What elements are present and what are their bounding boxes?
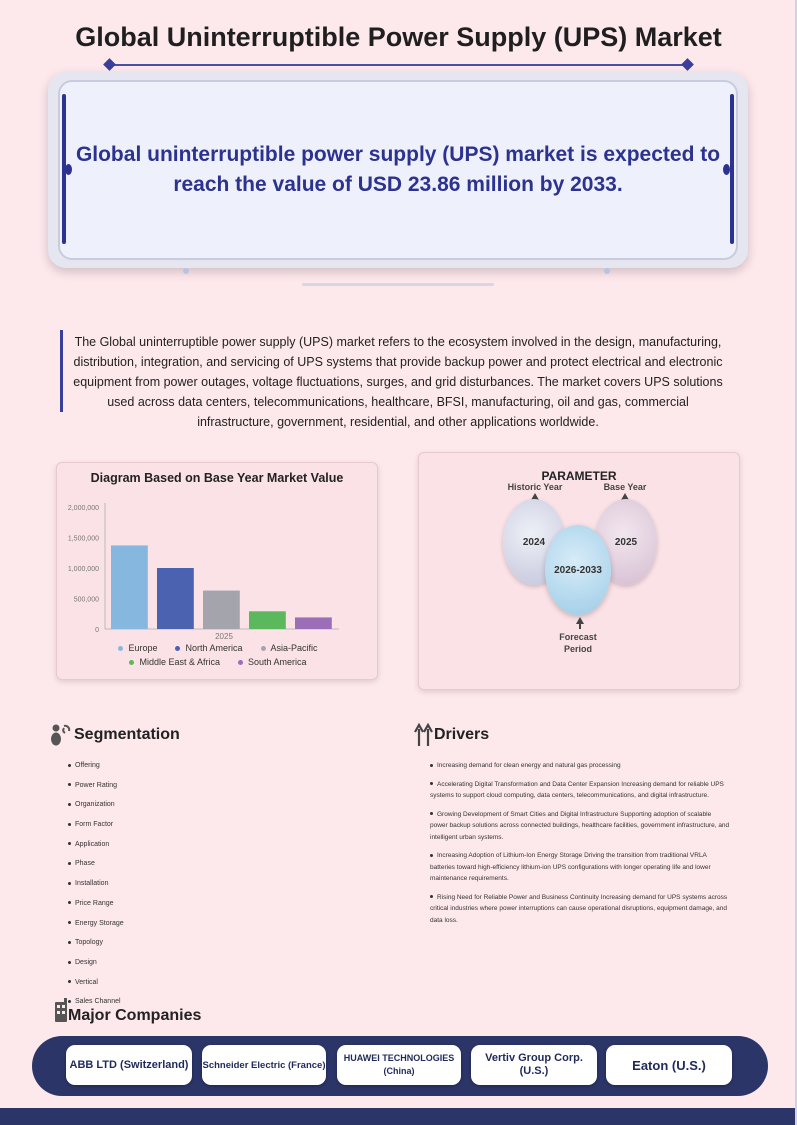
forecast-period-value: 2026-2033 <box>554 564 602 576</box>
bullet-icon <box>430 782 433 785</box>
driver-item-text: Accelerating Digital Transformation and Data Center Expansion Increasing demand for reliable UPS systems to support cloud computing, data centers, telecommunications, and digital infrastructure. <box>430 780 724 799</box>
bullet-icon <box>68 803 71 806</box>
segmentation-item <box>68 918 368 938</box>
driver-item <box>430 850 730 885</box>
base-year-label: Base Year <box>603 482 647 492</box>
divider-diamond-right <box>681 58 694 71</box>
segmentation-item <box>68 839 368 859</box>
hero-pin-left <box>183 268 189 274</box>
y-tick-label: 1,000,000 <box>67 566 99 573</box>
bullet-icon <box>68 921 71 924</box>
legend-entry <box>175 643 242 653</box>
bullet-icon <box>68 764 71 767</box>
driver-item-text: Increasing Adoption of Lithium-Ion Energy Storage Driving the transition from traditional VRLA batteries toward high-efficiency lithium-ion UPS configurations with longer operating life and lower maintenance requirements. <box>430 852 711 882</box>
y-tick-label: 0 <box>95 627 99 634</box>
segmentation-item <box>68 858 368 878</box>
legend-label: Europe <box>128 643 158 653</box>
y-tick-label: 1,500,000 <box>67 535 99 543</box>
bullet-icon <box>68 901 71 904</box>
bullet-icon <box>68 862 71 865</box>
base-year-value: 2025 <box>614 536 638 548</box>
segmentation-item-text: Power Rating <box>75 781 118 789</box>
segmentation-item-text: Energy Storage <box>75 919 124 927</box>
bullet-icon <box>430 854 433 857</box>
driver-item <box>430 760 730 772</box>
forecast-label-line-2: Period <box>563 644 592 654</box>
bullet-icon <box>68 842 71 845</box>
building-icon <box>54 998 68 1022</box>
footer-band <box>0 1108 797 1125</box>
hero-headline: Global uninterruptible power supply (UPS) market is expected to reach the value of USD 23.86 million by 2033. <box>75 143 721 196</box>
chart-title: Diagram Based on Base Year Market Value <box>90 471 344 485</box>
segmentation-item-text: Design <box>75 958 97 966</box>
driver-item-text: Increasing demand for clean energy and natural gas processing <box>437 762 621 769</box>
y-tick-label: 2,000,000 <box>67 505 99 512</box>
bar-south-america <box>295 617 332 629</box>
company-card: ABB LTD (Switzerland) <box>66 1045 192 1085</box>
segmentation-item <box>68 977 368 997</box>
segmentation-item <box>68 957 368 977</box>
bullet-icon <box>68 783 71 786</box>
legend-entry <box>261 643 318 653</box>
forecast-period-bubble <box>545 525 611 615</box>
bullet-icon <box>68 1000 71 1003</box>
segmentation-item-text: Form Factor <box>75 821 114 829</box>
driver-item <box>430 779 730 802</box>
segmentation-item <box>68 819 368 839</box>
parameter-card <box>418 452 740 690</box>
market-value-chart-card <box>56 462 378 680</box>
hero-pin-right <box>604 268 610 274</box>
segmentation-item <box>68 780 368 800</box>
segmentation-item-text: Offering <box>75 762 100 769</box>
legend-entry <box>129 657 220 667</box>
segmentation-heading: Segmentation <box>74 726 180 743</box>
legend-swatch <box>118 646 123 651</box>
divider-diamond-left <box>103 58 116 71</box>
bar-north-america <box>157 568 194 629</box>
bullet-icon <box>430 895 433 898</box>
drivers-heading: Drivers <box>434 726 490 743</box>
driver-item-text: Rising Need for Reliable Power and Business Continuity Increasing demand for UPS systems across critical industries where power interruptions can cause operational disruptions, equipment damage, and data loss. <box>430 893 728 924</box>
legend-swatch <box>175 646 180 651</box>
legend-label: South America <box>248 657 307 667</box>
bullet-icon <box>68 961 71 964</box>
company-card: Vertiv Group Corp. (U.S.) <box>471 1045 597 1085</box>
company-card: Schneider Electric (France) <box>202 1045 326 1085</box>
forecast-arrow-stem <box>579 623 581 629</box>
bar-europe <box>111 545 148 629</box>
legend-swatch <box>261 646 266 651</box>
drivers-list <box>430 760 730 933</box>
up-arrows-icon <box>414 722 434 746</box>
segmentation-item-text: Topology <box>75 939 104 947</box>
bullet-icon <box>430 764 433 767</box>
x-tick-label: 2025 <box>215 632 233 641</box>
y-tick-label: 500,000 <box>73 596 99 604</box>
page-title: Global Uninterruptible Power Supply (UPS) Market <box>75 22 722 52</box>
people-icon <box>50 722 72 746</box>
segmentation-item <box>68 898 368 918</box>
companies-heading: Major Companies <box>68 1007 202 1024</box>
company-card: HUAWEI TECHNOLOGIES (China) <box>337 1045 461 1085</box>
segmentation-item <box>68 937 368 957</box>
bullet-icon <box>68 980 71 983</box>
segmentation-item <box>68 878 368 898</box>
hero-shadow-line <box>302 283 494 286</box>
legend-entry <box>238 657 307 667</box>
legend-swatch <box>238 660 243 665</box>
forecast-label-line-1: Forecast <box>559 632 597 642</box>
bullet-icon <box>68 823 71 826</box>
legend-label: Middle East & Africa <box>139 657 220 667</box>
company-card: Eaton (U.S.) <box>606 1045 732 1085</box>
legend-entry <box>118 643 157 653</box>
driver-item <box>430 809 730 844</box>
chart-legend <box>65 643 371 667</box>
hero-bar-right <box>730 94 734 244</box>
bar-middle-east-africa <box>249 611 286 629</box>
segmentation-item-text: Application <box>75 840 110 848</box>
driver-item-text: Growing Development of Smart Cities and Digital Infrastructure Supporting adoption of scalable power backup solutions across connected buildings, healthcare facilities, government infrastructure, and intelligent urban systems. <box>430 810 730 841</box>
forecast-period-label <box>547 631 609 655</box>
parameter-title: PARAMETER <box>541 469 617 483</box>
legend-label: Asia-Pacific <box>270 643 318 653</box>
description-accent-bar <box>60 330 63 412</box>
segmentation-list <box>68 760 368 1016</box>
segmentation-item-text: Sales Channel <box>75 998 121 1006</box>
driver-item <box>430 892 730 927</box>
historic-year-value: 2024 <box>522 536 546 548</box>
bar-asia-pacific <box>203 591 240 629</box>
legend-swatch <box>129 660 134 665</box>
title-divider <box>108 64 690 66</box>
segmentation-item-text: Phase <box>75 860 95 868</box>
segmentation-item <box>68 760 368 780</box>
bullet-icon <box>68 882 71 885</box>
segmentation-item-text: Organization <box>75 801 115 809</box>
segmentation-item-text: Installation <box>75 880 109 888</box>
market-description: The Global uninterruptible power supply (UPS) market refers to the ecosystem involved in the design, manufacturing, distribution, integration, and servicing of UPS systems that provide backup power and protect electrical and electronic equipment from power outages, voltage fluctuations, surges, and grid disturbances. The market covers UPS solutions used across data centers, telecommunications, healthcare, BFSI, manufacturing, oil and gas, commercial infrastructure, government, residential, and other applications worldwide. <box>73 335 723 429</box>
segmentation-item-text: Price Range <box>75 899 114 907</box>
bullet-icon <box>430 812 433 815</box>
legend-label: North America <box>185 643 243 653</box>
historic-year-label: Historic Year <box>507 482 563 492</box>
segmentation-item-text: Vertical <box>75 978 98 986</box>
bullet-icon <box>68 941 71 944</box>
segmentation-item <box>68 799 368 819</box>
